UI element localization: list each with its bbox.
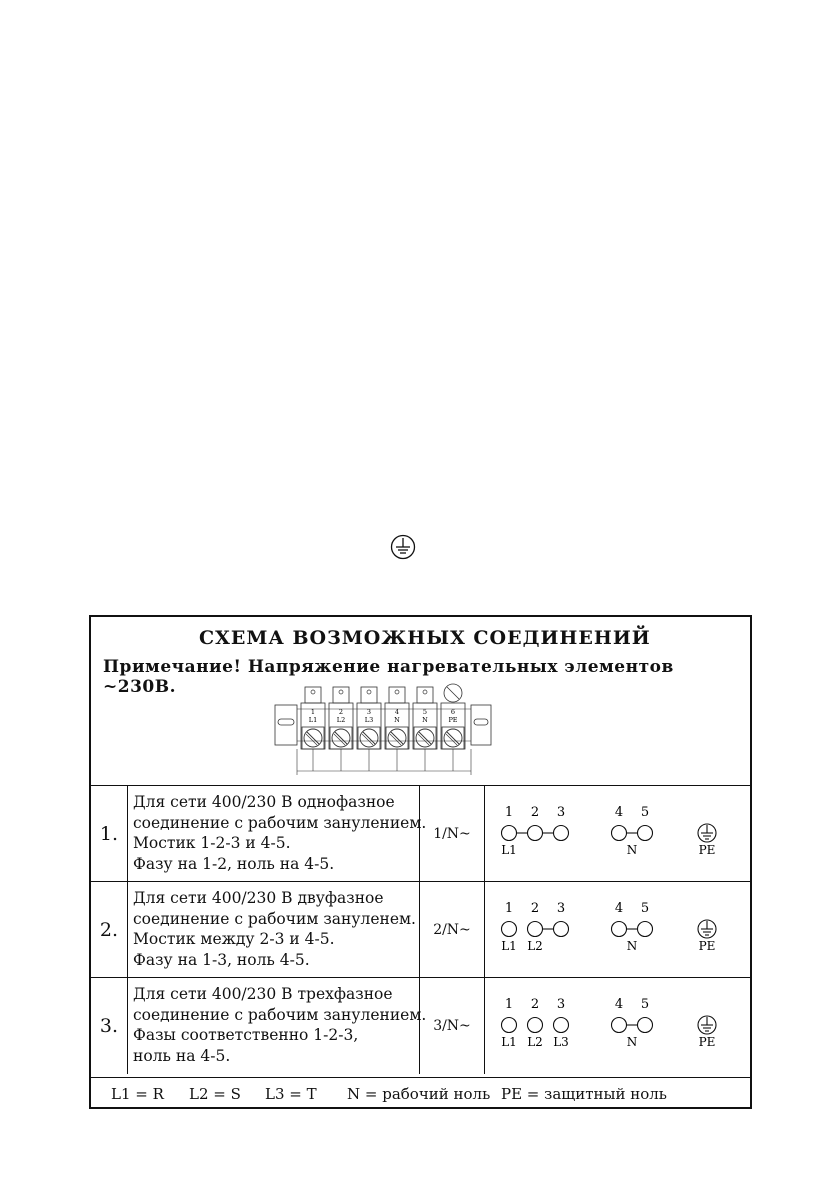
phase-label: L3: [553, 1035, 569, 1049]
neutral-label: N: [626, 939, 638, 953]
terminal-4: [385, 687, 409, 771]
terminal-number: 3: [366, 708, 372, 716]
phase-label: L2: [527, 1035, 543, 1049]
terminal-6: [441, 684, 465, 771]
terminal-number: 4: [394, 708, 400, 716]
terminal-label: N: [422, 716, 428, 724]
neutral-label: N: [626, 1035, 638, 1049]
terminal-3: [357, 687, 381, 771]
wiring-diagram-2: [487, 886, 747, 974]
terminal-5: [413, 687, 437, 771]
connection-row-2: [91, 881, 750, 978]
terminal-number: 6: [450, 708, 456, 716]
terminal-num: 2: [530, 805, 540, 820]
desc-line: Для сети 400/230 В трехфазное: [133, 985, 393, 1003]
pe-label: PE: [698, 939, 716, 953]
phase-label: L1: [501, 1035, 517, 1049]
legend-n: N = рабочий ноль: [347, 1085, 491, 1103]
connection-row-1: [91, 785, 750, 882]
terminal-num: 5: [640, 901, 650, 916]
row-number: 3.: [91, 978, 128, 1074]
phase-label: L2: [527, 939, 543, 953]
wiring-diagram-1: [487, 790, 747, 878]
terminal-number: 2: [338, 708, 344, 716]
legend-pe: PE = защитный ноль: [501, 1085, 667, 1103]
row-number: 1.: [91, 786, 128, 882]
connection-row-3: [91, 977, 750, 1074]
terminal-number: 1: [310, 708, 316, 716]
terminal-number: 5: [422, 708, 428, 716]
legend-l3: L3 = T: [265, 1085, 317, 1103]
ground-icon: [698, 920, 716, 938]
connection-scheme-panel: [89, 615, 752, 1109]
ground-icon: [389, 533, 417, 561]
terminal-num: 1: [504, 997, 514, 1012]
pe-label: PE: [698, 843, 716, 857]
desc-line: Для сети 400/230 В двуфазное: [133, 889, 384, 907]
terminal-label: L1: [308, 716, 318, 724]
terminal-label: PE: [448, 716, 458, 724]
legend-l1: L1 = R: [111, 1085, 164, 1103]
desc-line: Мостик между 2-3 и 4-5.: [133, 930, 335, 948]
ground-icon: [698, 1016, 716, 1034]
terminal-num: 1: [504, 901, 514, 916]
scheme-title: СХЕМА ВОЗМОЖНЫХ СОЕДИНЕНИЙ: [199, 627, 651, 649]
terminal-num: 2: [530, 997, 540, 1012]
desc-line: Мостик 1-2-3 и 4-5.: [133, 834, 291, 852]
connection-type: 1/N~: [419, 786, 485, 882]
phase-label: L1: [501, 843, 517, 857]
desc-line: Фазу на 1-2, ноль на 4-5.: [133, 854, 335, 873]
phase-label: L1: [501, 939, 517, 953]
terminal-label: L3: [364, 716, 374, 724]
wiring-diagram-3: [487, 982, 747, 1070]
terminal-num: 4: [614, 997, 624, 1012]
terminal-1: [301, 687, 325, 771]
terminal-num: 4: [614, 901, 624, 916]
terminal-num: 4: [614, 805, 624, 820]
terminal-num: 5: [640, 997, 650, 1012]
terminal-label: N: [394, 716, 400, 724]
row-number: 2.: [91, 882, 128, 978]
terminal-num: 5: [640, 805, 650, 820]
desc-line: ноль на 4-5.: [133, 1046, 231, 1065]
terminal-num: 3: [556, 901, 566, 916]
terminal-num: 2: [530, 901, 540, 916]
desc-line: Фазу на 1-3, ноль 4-5.: [133, 950, 310, 969]
ground-icon: [698, 824, 716, 842]
row-description: [133, 984, 427, 1066]
desc-line: соединение с рабочим занулением.: [133, 1005, 427, 1024]
desc-line: Фазы соответственно 1-2-3,: [133, 1026, 359, 1044]
desc-line: соединение с рабочим занулением.: [133, 813, 427, 832]
legend-l2: L2 = S: [189, 1085, 241, 1103]
terminal-block-diagram: [273, 683, 493, 779]
terminal-num: 3: [556, 805, 566, 820]
terminal-num: 3: [556, 997, 566, 1012]
connection-type: 2/N~: [419, 882, 485, 978]
neutral-label: N: [626, 843, 638, 857]
connection-type: 3/N~: [419, 978, 485, 1074]
terminal-num: 1: [504, 805, 514, 820]
legend: [91, 1077, 750, 1110]
terminal-label: L2: [336, 716, 346, 724]
row-description: [133, 792, 427, 874]
terminal-2: [329, 687, 353, 771]
row-description: [133, 888, 418, 970]
desc-line: Для сети 400/230 В однофазное: [133, 793, 395, 811]
pe-label: PE: [698, 1035, 716, 1049]
voltage-note: Примечание! Напряжение нагревательных элементов ~230В.: [103, 657, 674, 697]
desc-line: соединение с рабочим зануленем.: [133, 909, 416, 928]
